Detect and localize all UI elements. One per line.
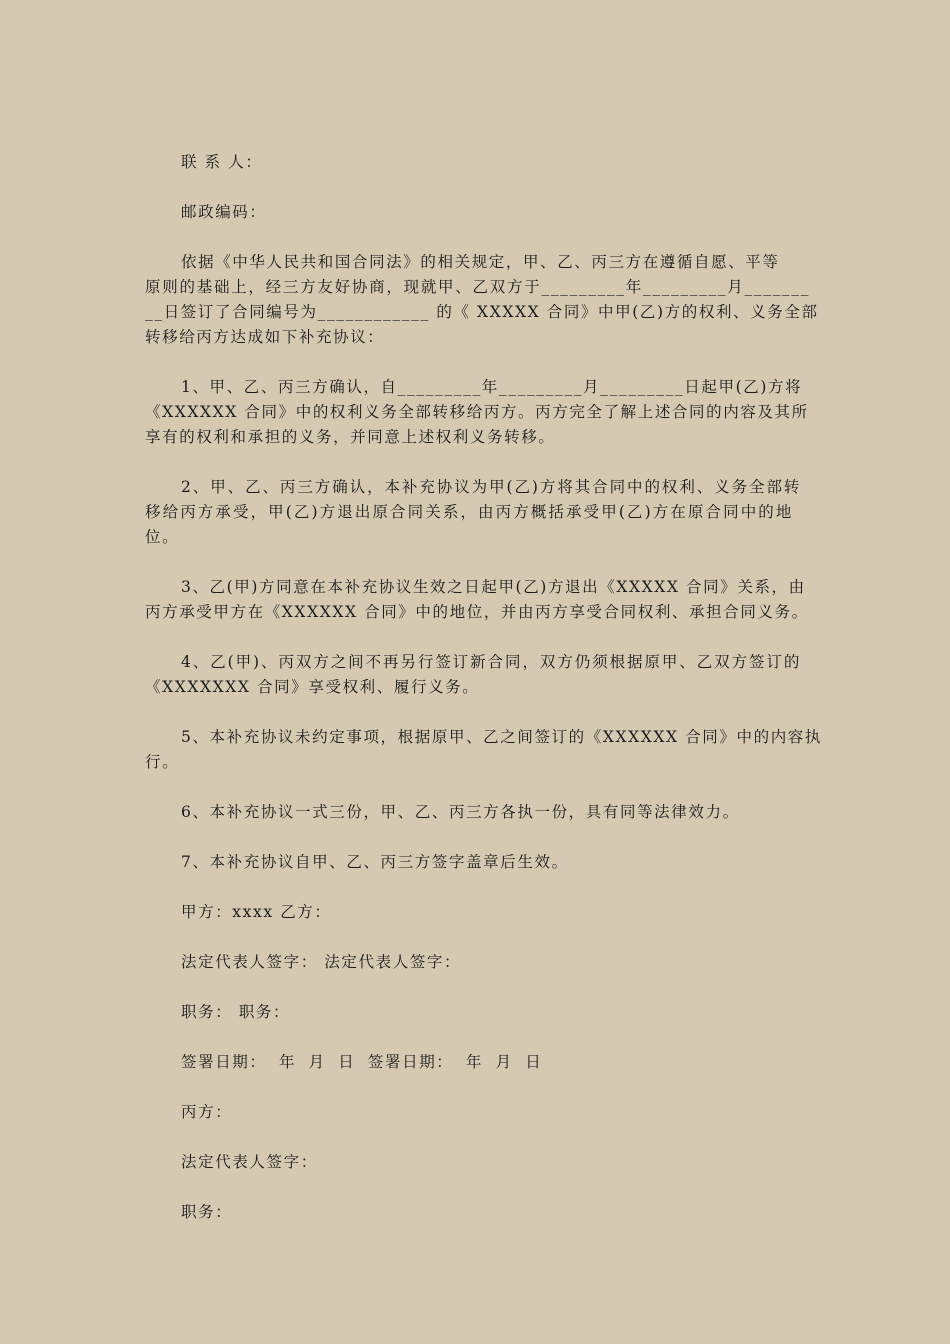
clause-1-line-2: 《XXXXXX 合同》中的权利义务全部转移给丙方。丙方完全了解上述合同的内容及其所 bbox=[145, 403, 809, 421]
clause-5-line-2: 行。 bbox=[145, 753, 180, 771]
intro-line-2: 原则的基础上，经三方友好协商，现就甲、乙双方于_________年_________月_______ bbox=[145, 278, 810, 296]
signature-dates-ab: 签署日期： 年 月 日 签署日期： 年 月 日 bbox=[181, 1053, 543, 1071]
clause-2-line-3: 位。 bbox=[145, 528, 180, 546]
contact-person-label: 联 系 人： bbox=[181, 153, 263, 171]
intro-line-3: __日签订了合同编号为____________ 的《 XXXXX 合同》中甲(乙)方的权利、义务全部 bbox=[145, 303, 819, 321]
clause-5-line-1: 5、本补充协议未约定事项，根据原甲、乙之间签订的《XXXXXX 合同》中的内容执 bbox=[181, 728, 822, 746]
clause-1-line-1: 1、甲、乙、丙三方确认，自_________年_________月_________日起甲(乙)方将 bbox=[181, 378, 803, 396]
clause-3-line-2: 丙方承受甲方在《XXXXXX 合同》中的地位，并由丙方享受合同权利、承担合同义务。 bbox=[145, 603, 809, 621]
clause-3-line-1: 3、乙(甲)方同意在本补充协议生效之日起甲(乙)方退出《XXXXX 合同》关系，由 bbox=[181, 578, 806, 596]
clause-1-line-3: 享有的权利和承担的义务，并同意上述权利义务转移。 bbox=[145, 428, 556, 446]
clause-4-line-1: 4、乙(甲)、丙双方之间不再另行签订新合同，双方仍须根据原甲、乙双方签订的 bbox=[181, 653, 801, 671]
clause-6: 6、本补充协议一式三份，甲、乙、丙三方各执一份，具有同等法律效力。 bbox=[181, 803, 740, 821]
clause-2-line-2: 移给丙方承受，甲(乙)方退出原合同关系，由丙方概括承受甲(乙)方在原合同中的地 bbox=[145, 503, 793, 521]
intro-line-4: 转移给丙方达成如下补充协议： bbox=[145, 328, 385, 346]
signature-title-c: 职务： bbox=[181, 1203, 233, 1221]
signature-representative-c: 法定代表人签字： bbox=[181, 1153, 318, 1171]
intro-line-1: 依据《中华人民共和国合同法》的相关规定，甲、乙、丙三方在遵循自愿、平等 bbox=[181, 253, 780, 271]
clause-7: 7、本补充协议自甲、乙、丙三方签字盖章后生效。 bbox=[181, 853, 569, 871]
clause-2-line-1: 2、甲、乙、丙三方确认，本补充协议为甲(乙)方将其合同中的权利、义务全部转 bbox=[181, 478, 801, 496]
clause-4-line-2: 《XXXXXXX 合同》享受权利、履行义务。 bbox=[145, 678, 480, 696]
signature-parties-ab: 甲方：xxxx 乙方： bbox=[181, 903, 332, 921]
signature-titles-ab: 职务： 职务： bbox=[181, 1003, 291, 1021]
signature-representatives-ab: 法定代表人签字： 法定代表人签字： bbox=[181, 953, 462, 971]
signature-party-c: 丙方： bbox=[181, 1103, 233, 1121]
postcode-label: 邮政编码： bbox=[181, 203, 267, 221]
